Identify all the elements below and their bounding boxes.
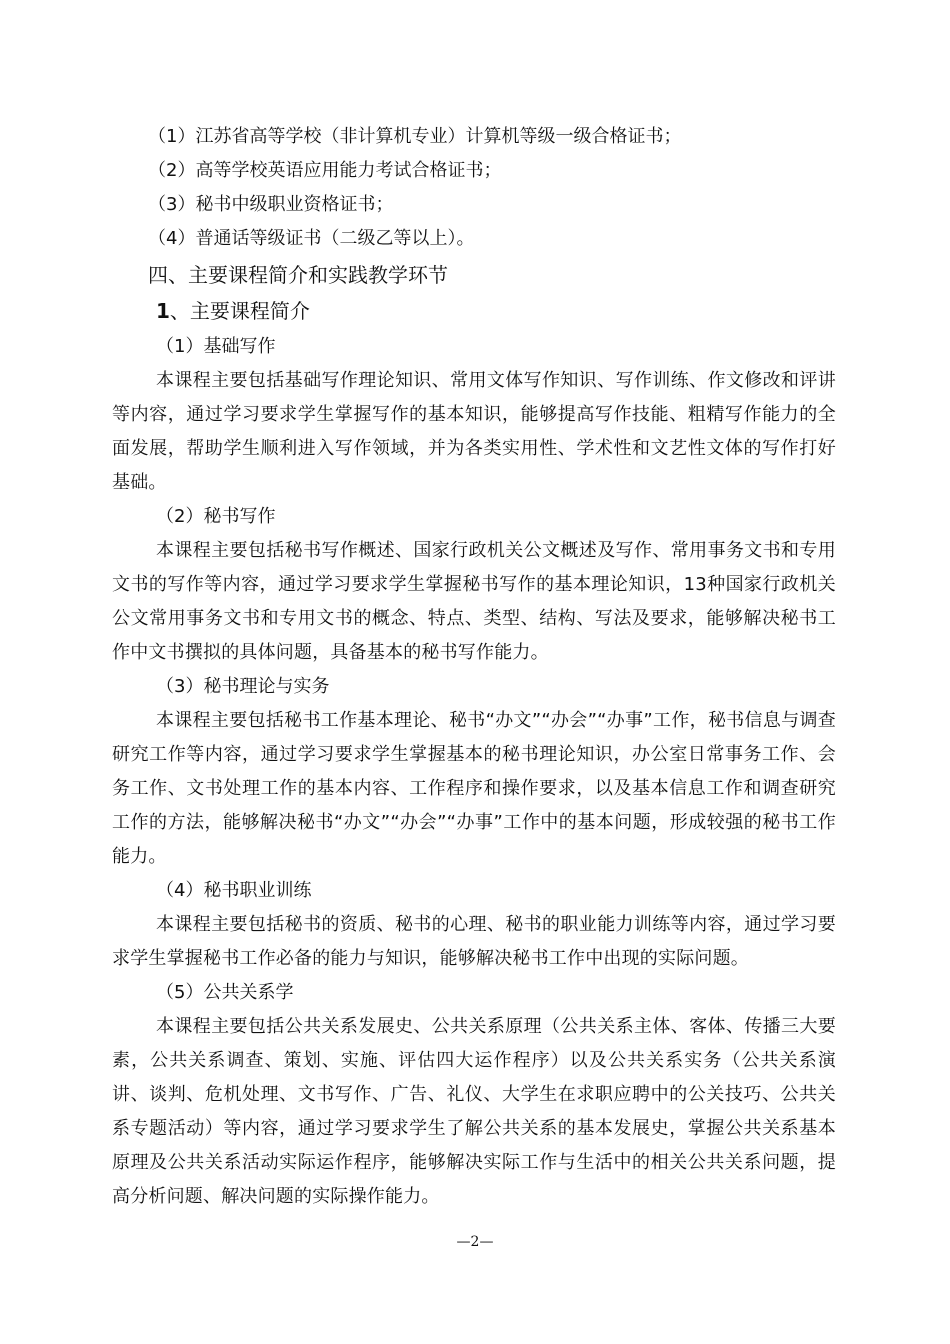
certificate-item-4: （4）普通话等级证书（二级乙等以上）。 xyxy=(148,228,475,249)
certificate-item-3: （3）秘书中级职业资格证书； xyxy=(148,194,394,215)
course-title-3: （3）秘书理论与实务 xyxy=(156,676,330,697)
subsection-heading-1 xyxy=(112,292,836,330)
course-description-1: 本课程主要包括基础写作理论知识、常用文体写作知识、写作训练、作文修改和评讲等内容，通过学习要求学生掌握写作的基本知识，能够提高写作技能、粗精写作能力的全面发展，帮助学生顺利进入写作领域，并为各类实用性、学术性和文艺性文体的写作打好基础。 xyxy=(112,370,836,493)
course-description-2: 本课程主要包括秘书写作概述、国家行政机关公文概述及写作、常用事务文书和专用文书的写作等内容，通过学习要求学生掌握秘书写作的基本理论知识，13种国家行政机关公文常用事务文书和专用文书的概念、特点、类型、结构、写法及要求，能够解决秘书工作中文书撰拟的具体问题，具备基本的秘书写作能力。 xyxy=(112,540,836,663)
certificate-item-2: （2）高等学校英语应用能力考试合格证书； xyxy=(148,160,502,181)
page-number: —2— xyxy=(456,1234,494,1250)
course-description-4: 本课程主要包括秘书的资质、秘书的心理、秘书的职业能力训练等内容，通过学习要求学生掌握秘书工作必备的能力与知识，能够解决秘书工作中出现的实际问题。 xyxy=(112,914,836,969)
page-content xyxy=(112,120,836,1214)
subsection-title: 、主要课程简介 xyxy=(169,299,310,323)
course-title-4: （4）秘书职业训练 xyxy=(156,880,312,901)
course-title-1: （1）基础写作 xyxy=(156,336,276,357)
course-description-5: 本课程主要包括公共关系发展史、公共关系原理（公共关系主体、客体、传播三大要素，公共关系调查、策划、实施、评估四大运作程序）以及公共关系实务（公共关系演讲、谈判、危机处理、文书写作、广告、礼仪、大学生在求职应聘中的公关技巧、公共关系专题活动）等内容，通过学习要求学生了解公共关系的基本发展史，掌握公共关系基本原理及公共关系活动实际运作程序，能够解决实际工作与生活中的相关公共关系问题，提高分析问题、解决问题的实际操作能力。 xyxy=(112,1016,836,1207)
certificate-item-1: （1）江苏省高等学校（非计算机专业）计算机等级一级合格证书； xyxy=(148,126,682,147)
course-title-5: （5）公共关系学 xyxy=(156,982,294,1003)
course-title-2: （2）秘书写作 xyxy=(156,506,276,527)
course-description-3: 本课程主要包括秘书工作基本理论、秘书“办文”“办会”“办事”工作，秘书信息与调查研究工作等内容，通过学习要求学生掌握基本的秘书理论知识，办公室日常事务工作、会务工作、文书处理工作的基本内容、工作程序和操作要求，以及基本信息工作和调查研究工作的方法，能够解决秘书“办文”“办会”“办事”工作中的基本问题，形成较强的秘书工作能力。 xyxy=(112,710,836,867)
section-heading-4: 四、主要课程简介和实践教学环节 xyxy=(148,263,448,287)
subsection-number: 1 xyxy=(156,299,170,323)
